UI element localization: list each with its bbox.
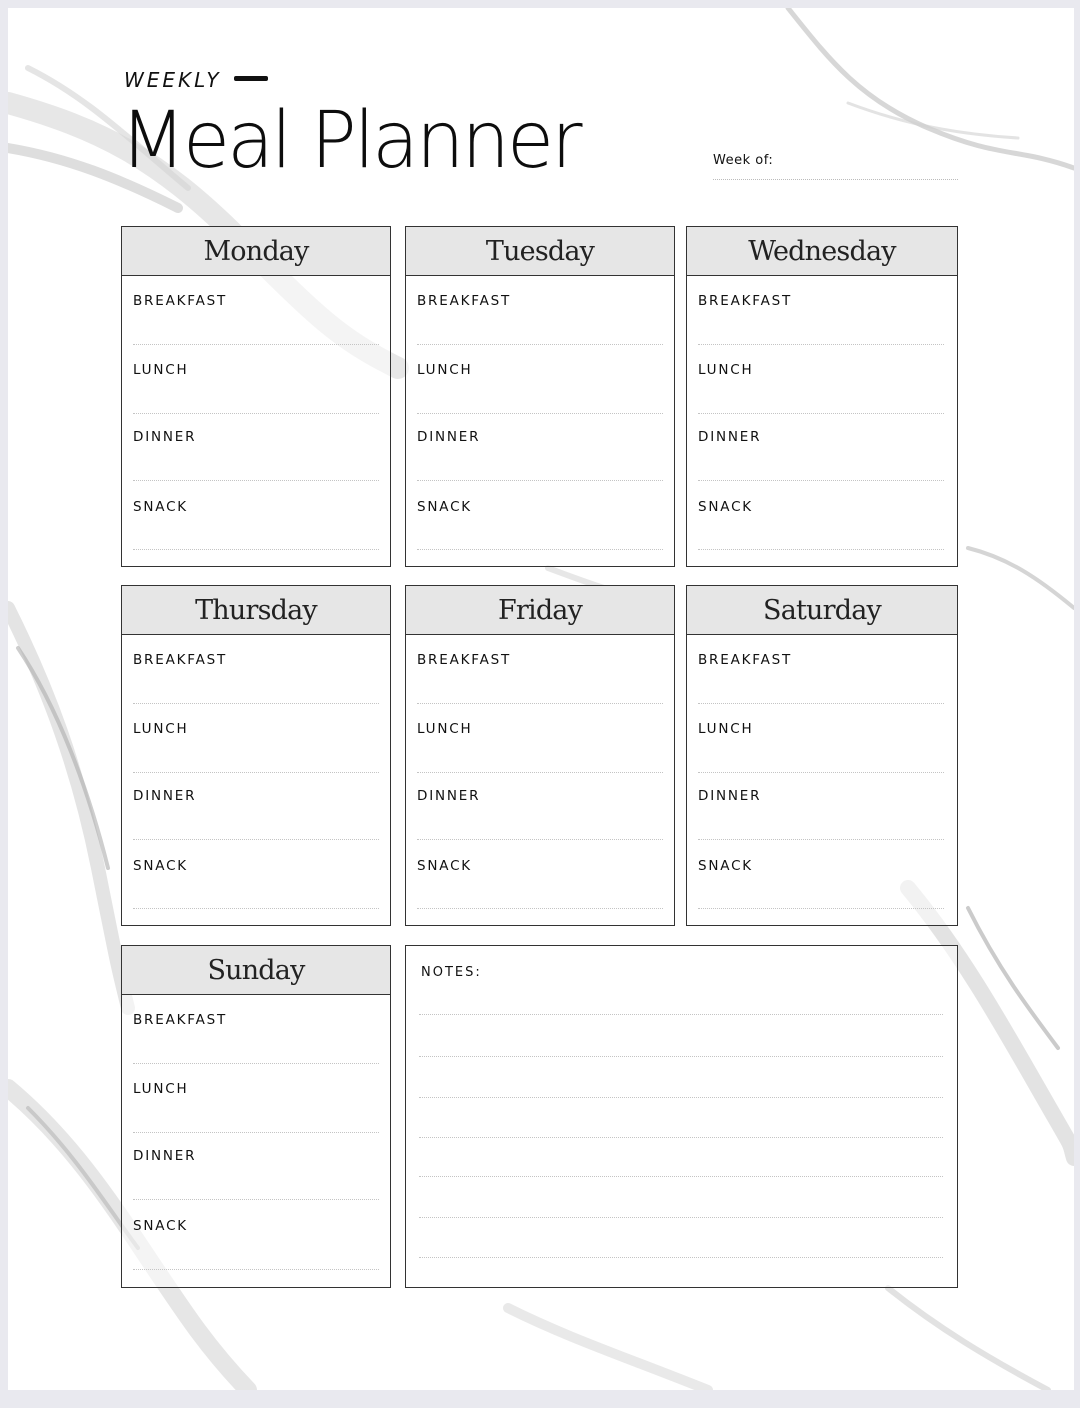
dinner-label: DINNER bbox=[417, 788, 481, 804]
snack-label: SNACK bbox=[698, 858, 753, 874]
breakfast-entry-line[interactable] bbox=[698, 703, 944, 704]
snack-entry-line[interactable] bbox=[133, 908, 379, 909]
lunch-label: LUNCH bbox=[417, 362, 473, 378]
dinner-entry-line[interactable] bbox=[133, 839, 379, 840]
breakfast-label: BREAKFAST bbox=[698, 293, 793, 309]
snack-entry-line[interactable] bbox=[698, 908, 944, 909]
day-title: Monday bbox=[122, 227, 390, 276]
dinner-entry-line[interactable] bbox=[417, 839, 663, 840]
lunch-entry-line[interactable] bbox=[417, 413, 663, 414]
day-card-tuesday bbox=[405, 226, 675, 567]
snack-label: SNACK bbox=[417, 858, 472, 874]
breakfast-entry-line[interactable] bbox=[417, 344, 663, 345]
day-title: Saturday bbox=[687, 586, 957, 635]
snack-label: SNACK bbox=[133, 858, 188, 874]
snack-label: SNACK bbox=[417, 499, 472, 515]
snack-entry-line[interactable] bbox=[133, 1269, 379, 1270]
breakfast-entry-line[interactable] bbox=[133, 703, 379, 704]
breakfast-entry-line[interactable] bbox=[698, 344, 944, 345]
lunch-label: LUNCH bbox=[417, 721, 473, 737]
lunch-entry-line[interactable] bbox=[133, 1132, 379, 1133]
snack-entry-line[interactable] bbox=[417, 908, 663, 909]
lunch-entry-line[interactable] bbox=[133, 413, 379, 414]
notes-line[interactable] bbox=[419, 1176, 943, 1177]
breakfast-label: BREAKFAST bbox=[417, 652, 512, 668]
dinner-entry-line[interactable] bbox=[698, 480, 944, 481]
day-title: Friday bbox=[406, 586, 674, 635]
notes-line[interactable] bbox=[419, 1056, 943, 1057]
notes-line[interactable] bbox=[419, 1097, 943, 1098]
dinner-entry-line[interactable] bbox=[133, 480, 379, 481]
snack-entry-line[interactable] bbox=[417, 549, 663, 550]
lunch-label: LUNCH bbox=[133, 721, 189, 737]
lunch-entry-line[interactable] bbox=[698, 413, 944, 414]
day-title: Tuesday bbox=[406, 227, 674, 276]
week-of-label: Week of: bbox=[713, 153, 774, 168]
lunch-label: LUNCH bbox=[698, 721, 754, 737]
dinner-entry-line[interactable] bbox=[133, 1199, 379, 1200]
snack-entry-line[interactable] bbox=[133, 549, 379, 550]
snack-entry-line[interactable] bbox=[698, 549, 944, 550]
breakfast-label: BREAKFAST bbox=[417, 293, 512, 309]
notes-box bbox=[405, 945, 958, 1288]
notes-line[interactable] bbox=[419, 1257, 943, 1258]
dinner-label: DINNER bbox=[133, 788, 197, 804]
lunch-entry-line[interactable] bbox=[133, 772, 379, 773]
day-title: Sunday bbox=[122, 946, 390, 995]
day-card-saturday bbox=[686, 585, 958, 926]
day-card-friday bbox=[405, 585, 675, 926]
lunch-entry-line[interactable] bbox=[698, 772, 944, 773]
dinner-label: DINNER bbox=[698, 788, 762, 804]
page-title: Meal Planner bbox=[120, 96, 580, 186]
day-card-thursday bbox=[121, 585, 391, 926]
lunch-label: LUNCH bbox=[133, 1081, 189, 1097]
notes-line[interactable] bbox=[419, 1217, 943, 1218]
breakfast-label: BREAKFAST bbox=[133, 293, 228, 309]
day-title: Thursday bbox=[122, 586, 390, 635]
snack-label: SNACK bbox=[698, 499, 753, 515]
week-of-input-line[interactable] bbox=[713, 179, 958, 180]
planner-page bbox=[8, 8, 1074, 1390]
lunch-entry-line[interactable] bbox=[417, 772, 663, 773]
day-card-monday bbox=[121, 226, 391, 567]
day-card-sunday bbox=[121, 945, 391, 1288]
breakfast-label: BREAKFAST bbox=[133, 652, 228, 668]
breakfast-entry-line[interactable] bbox=[417, 703, 663, 704]
day-title: Wednesday bbox=[687, 227, 957, 276]
notes-line[interactable] bbox=[419, 1137, 943, 1138]
dinner-label: DINNER bbox=[698, 429, 762, 445]
breakfast-entry-line[interactable] bbox=[133, 1063, 379, 1064]
dinner-label: DINNER bbox=[417, 429, 481, 445]
breakfast-label: BREAKFAST bbox=[698, 652, 793, 668]
weekly-dash bbox=[234, 76, 268, 81]
lunch-label: LUNCH bbox=[698, 362, 754, 378]
weekly-label: WEEKLY bbox=[124, 68, 222, 92]
lunch-label: LUNCH bbox=[133, 362, 189, 378]
snack-label: SNACK bbox=[133, 1218, 188, 1234]
breakfast-entry-line[interactable] bbox=[133, 344, 379, 345]
dinner-entry-line[interactable] bbox=[698, 839, 944, 840]
dinner-label: DINNER bbox=[133, 1148, 197, 1164]
snack-label: SNACK bbox=[133, 499, 188, 515]
dinner-entry-line[interactable] bbox=[417, 480, 663, 481]
dinner-label: DINNER bbox=[133, 429, 197, 445]
notes-label: NOTES: bbox=[421, 965, 482, 980]
day-card-wednesday bbox=[686, 226, 958, 567]
breakfast-label: BREAKFAST bbox=[133, 1012, 228, 1028]
notes-line[interactable] bbox=[419, 1014, 943, 1015]
